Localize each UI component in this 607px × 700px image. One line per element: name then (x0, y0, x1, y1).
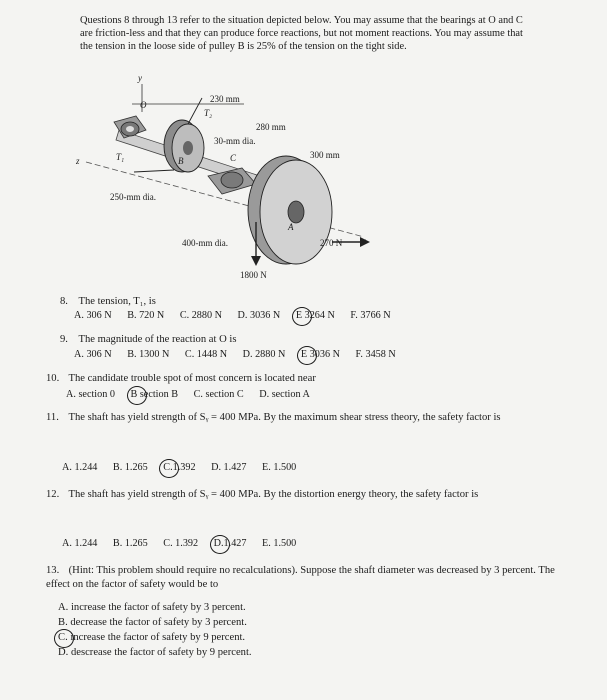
label-270n: 270 N (320, 238, 343, 248)
option-a[interactable]: A. 306 N (74, 310, 112, 321)
label-c: C (230, 153, 237, 163)
question-12: 12. The shaft has yield strength of Sᵧ = 400 MPa. By the distortion energy theory, the safety factor is (46, 489, 479, 500)
label-1800n: 1800 N (240, 270, 267, 280)
option-b[interactable]: B. decrease the factor of safety by 3 percent. (58, 617, 247, 628)
shaft-pulley-diagram (74, 72, 374, 284)
label-230mm: 230 mm (210, 94, 240, 104)
option-e[interactable]: E. 1.500 (262, 538, 297, 549)
question-13: 13. (Hint: This problem should require no recalculations). Suppose the shaft diameter was decreased by 3 percent. The effect on the factor of safety would be to (46, 565, 555, 590)
option-d[interactable]: D. 2880 N (242, 349, 286, 360)
question-13-options (58, 600, 252, 660)
z-axis-label: z (76, 156, 80, 166)
option-d-selected[interactable]: D.1.427 (213, 538, 247, 549)
option-c[interactable]: C. 1448 N (184, 349, 228, 360)
option-f[interactable]: F. 3458 N (355, 349, 396, 360)
label-shaft-dia: 30-mm dia. (214, 136, 256, 146)
intro-paragraph: Questions 8 through 13 refer to the situation depicted below. You may assume that the bearings at O and C are friction-less and that they can produce force reactions, but not moment reactions. You may assume that the tension in the loose side of pulley B is 25% of the tension on the tight side. (80, 15, 523, 52)
question-9: 9. The magnitude of the reaction at O is (60, 334, 237, 345)
option-c[interactable]: C. section C (193, 389, 244, 400)
option-b[interactable]: B. 1300 N (127, 349, 170, 360)
option-d[interactable]: D. 3036 N (237, 310, 281, 321)
question-12-options (62, 537, 309, 551)
option-a[interactable]: A. increase the factor of safety by 3 percent. (58, 602, 246, 613)
label-pulley-a-dia: 400-mm dia. (182, 238, 228, 248)
option-d[interactable]: D. descrease the factor of safety by 9 percent. (58, 647, 252, 658)
question-10-options (66, 388, 323, 402)
belt-t1 (134, 170, 174, 172)
option-e[interactable]: E. 1.500 (262, 462, 297, 473)
option-c[interactable]: C. 2880 N (179, 310, 222, 321)
y-axis-label: y (138, 73, 142, 83)
label-t2: T₂ (204, 108, 213, 118)
option-b[interactable]: B. 1.265 (112, 538, 148, 549)
question-10: 10. The candidate trouble spot of most concern is located near (46, 373, 316, 384)
question-11: 11. The shaft has yield strength of Sᵧ = 400 MPa. By the maximum shear stress theory, the safety factor is (46, 412, 501, 423)
question-8-options (74, 309, 404, 323)
option-d[interactable]: D. section A (259, 389, 310, 400)
option-c-selected[interactable]: C. increase the factor of safety by 9 percent. (58, 632, 246, 643)
belt-t2 (188, 98, 202, 124)
option-c[interactable]: C. 1.392 (163, 538, 199, 549)
option-b[interactable]: B. 720 N (127, 310, 165, 321)
option-e-selected[interactable]: E 3264 N (295, 310, 335, 321)
label-300mm: 300 mm (310, 150, 340, 160)
option-d[interactable]: D. 1.427 (211, 462, 247, 473)
question-8: 8. The tension, T₁, is (60, 296, 156, 307)
label-a: A (288, 222, 294, 232)
question-11-options (62, 461, 309, 475)
option-b[interactable]: B. 1.265 (112, 462, 148, 473)
option-a[interactable]: A. 306 N (74, 349, 112, 360)
label-pulley-b-dia: 250-mm dia. (110, 192, 156, 202)
label-b: B (178, 156, 184, 166)
label-o: O (140, 100, 147, 110)
option-f[interactable]: F. 3766 N (350, 310, 391, 321)
question-9-options (74, 348, 409, 362)
pulley-b (164, 120, 204, 172)
label-t1: T₁ (116, 152, 125, 162)
option-b-selected[interactable]: B section B (130, 389, 179, 400)
option-c-selected[interactable]: C.1.392 (163, 462, 196, 473)
option-e-selected[interactable]: E 3036 N (300, 349, 340, 360)
label-280mm: 280 mm (256, 122, 286, 132)
option-a[interactable]: A. 1.244 (62, 462, 98, 473)
option-a[interactable]: A. 1.244 (62, 538, 98, 549)
option-a[interactable]: A. section 0 (66, 389, 115, 400)
